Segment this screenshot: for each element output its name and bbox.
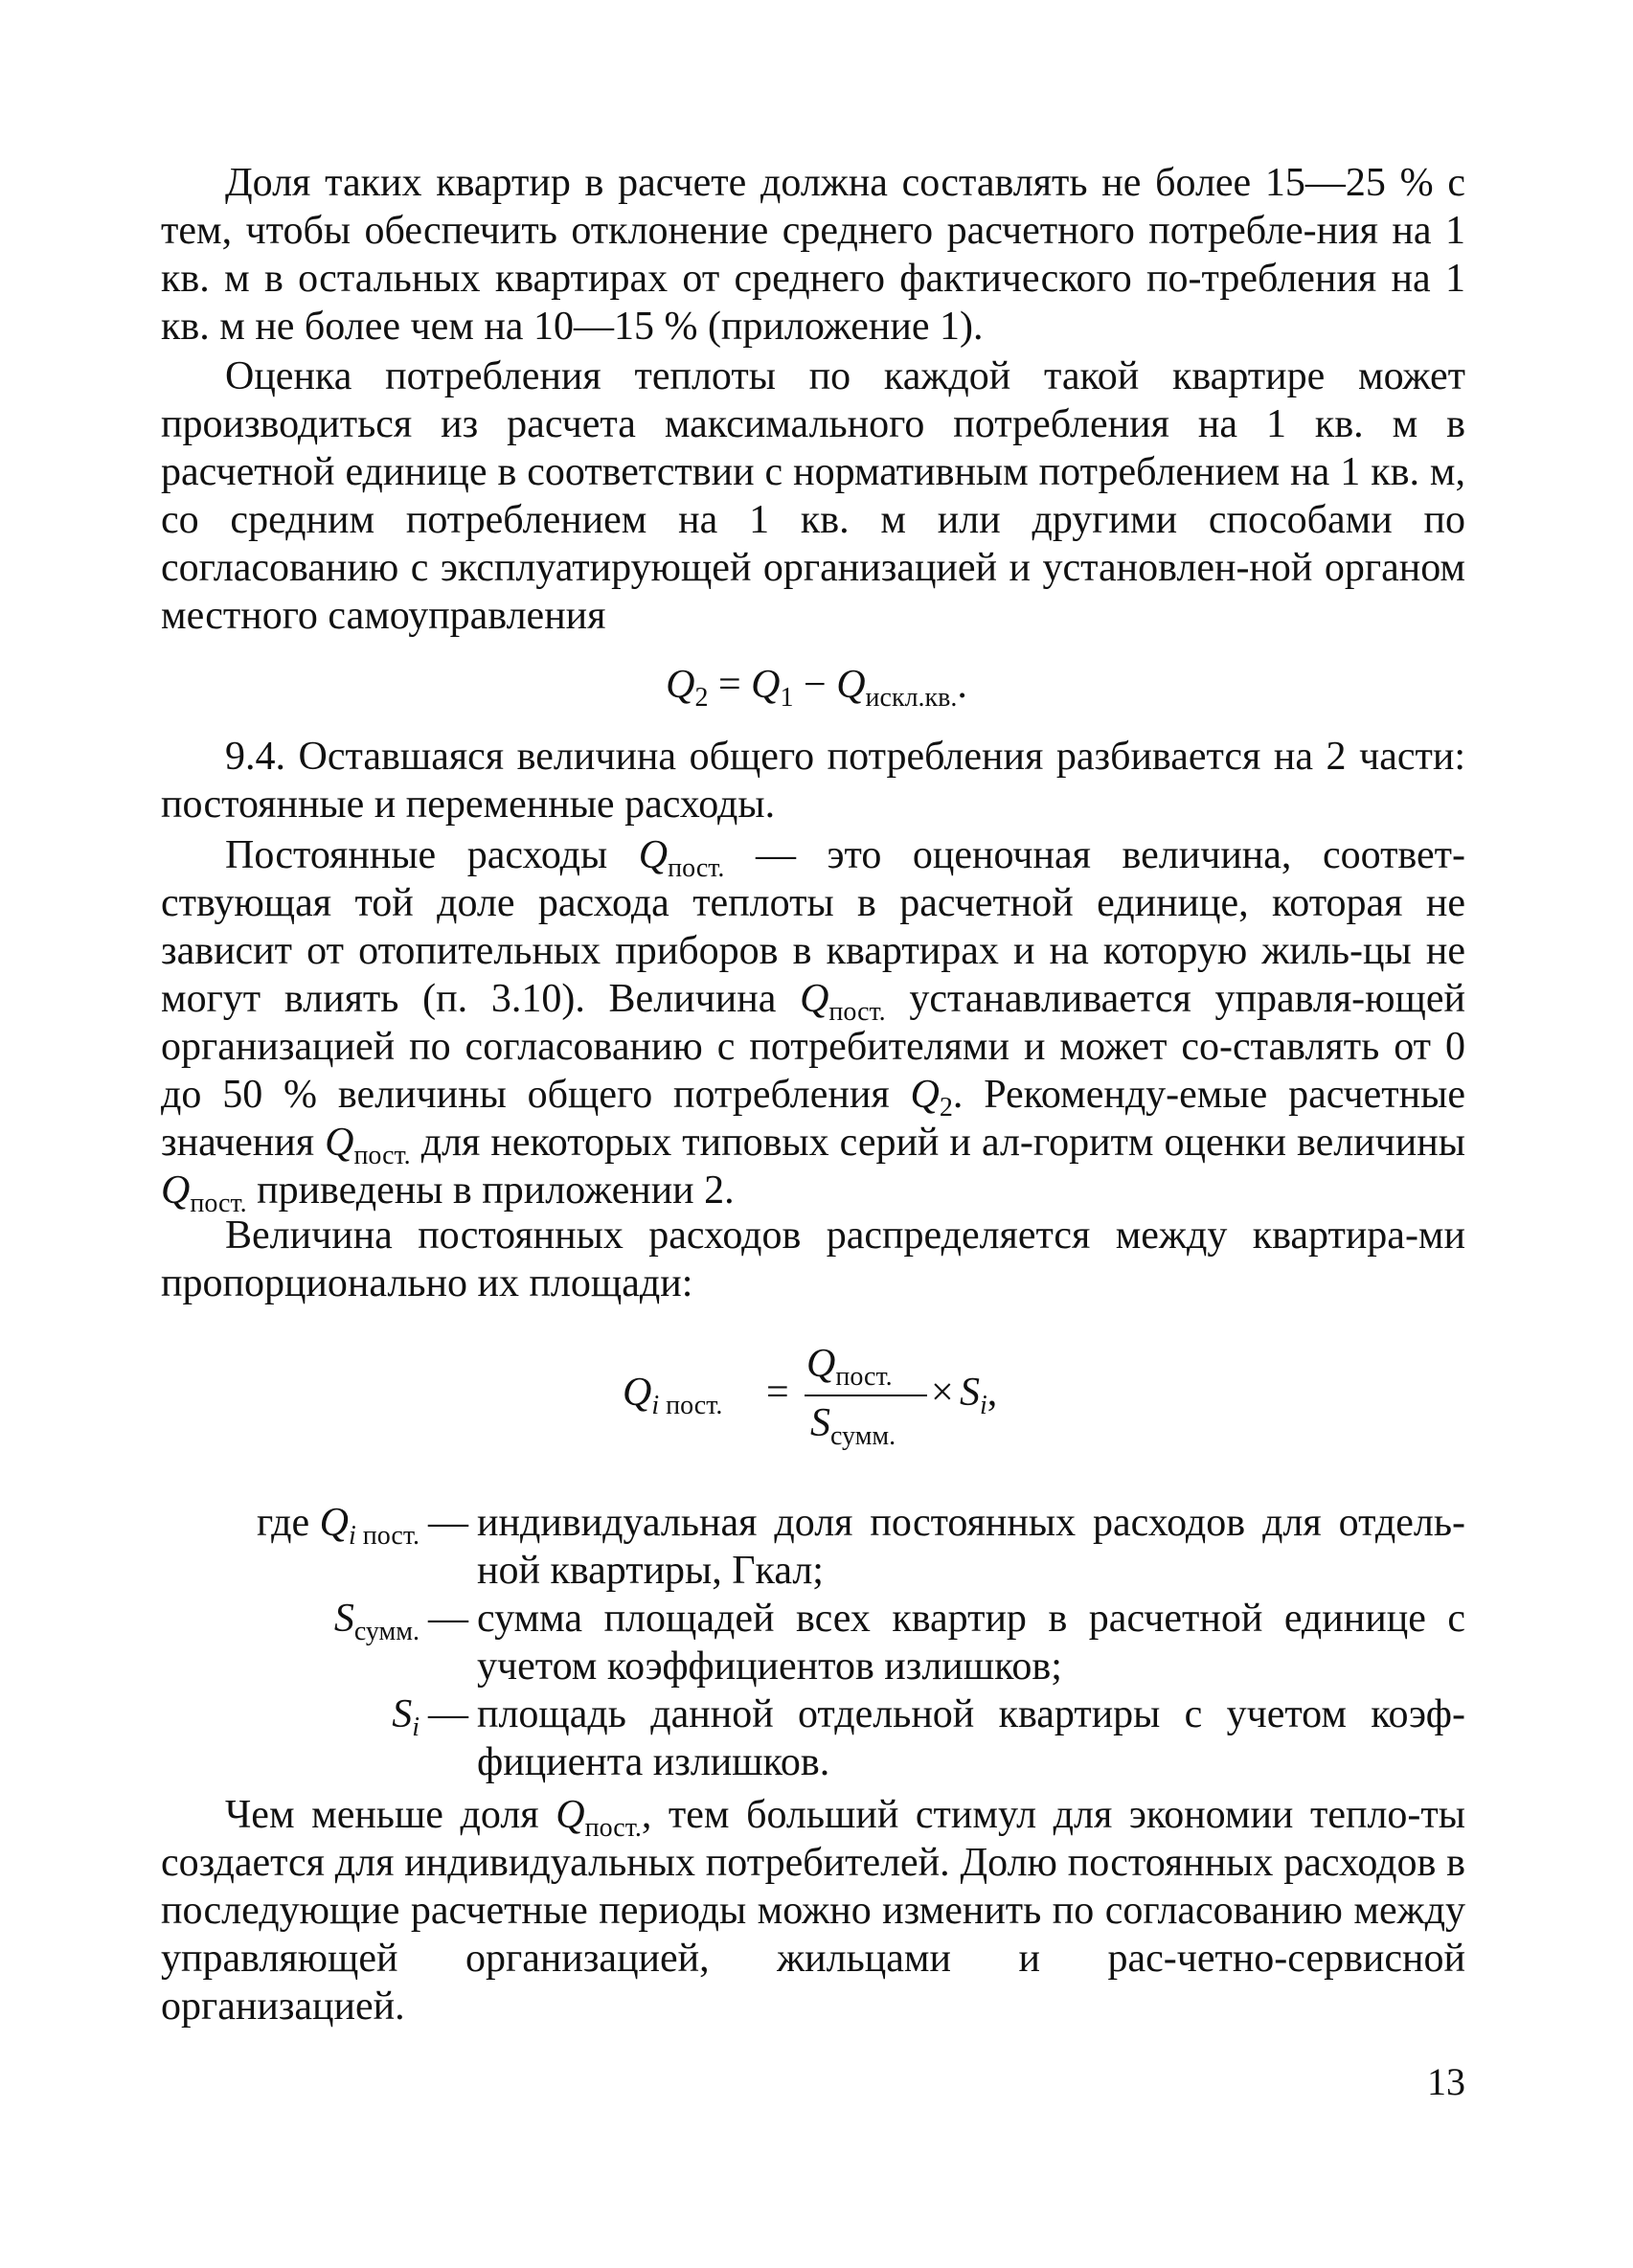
formula-operator: −	[793, 663, 837, 707]
paragraph-section-9-4	[161, 733, 1465, 828]
paragraph-fixed-costs	[161, 831, 1465, 1218]
formula-subscript	[980, 1391, 987, 1420]
paragraph-consumption-estimate	[161, 352, 1465, 640]
definition-description: сумма площадей всех квартир в расчетной единице с учетом коэффициентов излишков;	[477, 1597, 1465, 1689]
formula-subscript: пост.	[584, 1813, 642, 1843]
definition-dash: —	[428, 1501, 468, 1545]
fraction-line	[805, 1395, 927, 1396]
definition-description: площадь данной отдельной квартиры с учетом коэф-фициента излишков.	[477, 1692, 1465, 1784]
formula-subscript: пост.	[190, 1189, 247, 1218]
formula-symbol: Q	[666, 663, 695, 707]
text-run: Постоянные расходы	[225, 833, 639, 877]
formula-end: ,	[987, 1371, 998, 1415]
paragraph-apartment-share	[161, 159, 1465, 351]
paragraph-incentive	[161, 1791, 1465, 2030]
definition-row	[161, 1499, 1465, 1595]
formula-symbol: Q	[161, 1168, 191, 1213]
definition-term	[161, 1499, 420, 1551]
formula-term	[960, 1370, 998, 1420]
formula-q2	[0, 661, 1633, 713]
formula-symbol: S	[333, 1597, 354, 1641]
formula-subscript: 2	[694, 683, 709, 713]
formula-subscript	[412, 1712, 420, 1742]
paragraph-text: Величина постоянных расходов распределяется между квартира-ми пропорционально их площади:	[161, 1213, 1465, 1305]
formula-symbol: Q	[556, 1793, 585, 1837]
text-run: устанавливается управля-ющей организацией по согласованию с потребителями и может со-ставлять от 0 до 50 % величины общего потребления	[161, 977, 1465, 1117]
formula-subscript: пост.	[353, 1141, 411, 1170]
formula-subscript-text: пост.	[666, 1391, 723, 1420]
paragraph-text	[161, 831, 1465, 1218]
text-run: приведены в приложении 2.	[246, 1168, 735, 1213]
definition-description: индивидуальная доля постоянных расходов для отдель-ной квартиры, Гкал;	[477, 1501, 1465, 1593]
formula-symbol: Q	[806, 1342, 836, 1386]
formula-index: i	[412, 1712, 420, 1742]
formula-subscript-text: пост.	[355, 1521, 420, 1551]
formula-operator: =	[708, 663, 752, 707]
text-run: . Рекоменду-емые расчетные значения	[161, 1073, 1465, 1165]
page-number: 13	[1427, 2060, 1465, 2103]
formula-numerator	[806, 1341, 893, 1392]
paragraph-text	[161, 1791, 1465, 2030]
definition-row	[161, 1595, 1465, 1690]
formula-operator: =	[766, 1371, 789, 1415]
paragraph-text: Доля таких квартир в расчете должна составлять не более 15—25 % с тем, чтобы обеспечить отклонение среднего расчетного потребле-ния на 1 кв. м в остальных квартирах от среднего фактического по-требления на 1 кв. м не более чем на 10—15 % (приложение 1).	[161, 161, 1465, 349]
formula-symbol: S	[960, 1371, 980, 1415]
formula-subscript: искл.кв.	[865, 683, 958, 713]
definition-term	[161, 1595, 420, 1646]
definition-lead: где	[256, 1501, 320, 1545]
formula-symbol: Q	[325, 1121, 354, 1165]
formula-symbol: Q	[836, 663, 866, 707]
formula-symbol: Q	[751, 663, 781, 707]
formula-lhs	[623, 1370, 723, 1420]
definitions-list	[161, 1499, 1465, 1786]
formula-subscript: 2	[939, 1093, 953, 1123]
formula-end: .	[957, 663, 967, 707]
formula-index: i	[348, 1521, 356, 1551]
formula-index: i	[651, 1391, 660, 1420]
text-run: — это оценочная величина, соответ-ствующая той доле расхода теплоты в расчетной единице, которая не зависит от отопительных приборов в квартирах и на которую жиль-цы не могут влиять (п. 3.10). Величина	[161, 833, 1465, 1021]
formula-denominator	[810, 1400, 896, 1451]
formula-symbol: S	[392, 1692, 413, 1736]
formula-symbol: Q	[638, 833, 669, 877]
formula-symbol: Q	[319, 1501, 349, 1545]
definition-row	[161, 1690, 1465, 1786]
formula-subscript: пост.	[835, 1362, 893, 1392]
paragraph-text: Оценка потребления теплоты по каждой такой квартире может производиться из расчета максимального потребления на 1 кв. м в расчетной единице в соответствии с нормативным потреблением на 1 кв. м, со средним потреблением на 1 кв. м или другими способами по согласованию с эксплуатирующей организацией и установлен-ной органом местного самоуправления	[161, 354, 1465, 638]
formula-subscript	[651, 1391, 722, 1420]
text-run: Чем меньше доля	[225, 1793, 556, 1837]
definition-term	[161, 1690, 420, 1742]
formula-subscript: пост.	[668, 853, 725, 883]
formula-subscript: 1	[780, 683, 794, 713]
formula-symbol: Q	[800, 977, 829, 1021]
formula-subscript: пост.	[828, 997, 886, 1027]
formula-symbol: Q	[910, 1073, 940, 1117]
formula-subscript: сумм.	[353, 1617, 420, 1646]
formula-subscript: сумм.	[830, 1421, 896, 1451]
formula-index: i	[980, 1391, 987, 1420]
formula-subscript	[349, 1521, 420, 1551]
text-run: для некоторых типовых серий и ал-горитм оценки величины	[410, 1121, 1465, 1165]
text-run: , тем больший стимул для экономии тепло-ты создается для индивидуальных потребителей. Долю постоянных расходов в последующие расчетные периоды можно изменить по согласованию между управляющей организацией, жильцами и рас-четно-сервисной организацией.	[161, 1793, 1465, 2029]
paragraph-text: 9.4. Оставшаяся величина общего потребления разбивается на 2 части: постоянные и переменные расходы.	[161, 735, 1465, 827]
definition-dash: —	[428, 1597, 468, 1641]
formula-symbol: S	[810, 1401, 830, 1445]
formula-qi-fixed	[623, 1341, 1063, 1456]
definition-dash: —	[428, 1692, 468, 1736]
paragraph-distribution	[161, 1212, 1465, 1307]
formula-symbol: Q	[623, 1371, 652, 1415]
formula-operator: ×	[931, 1371, 954, 1415]
